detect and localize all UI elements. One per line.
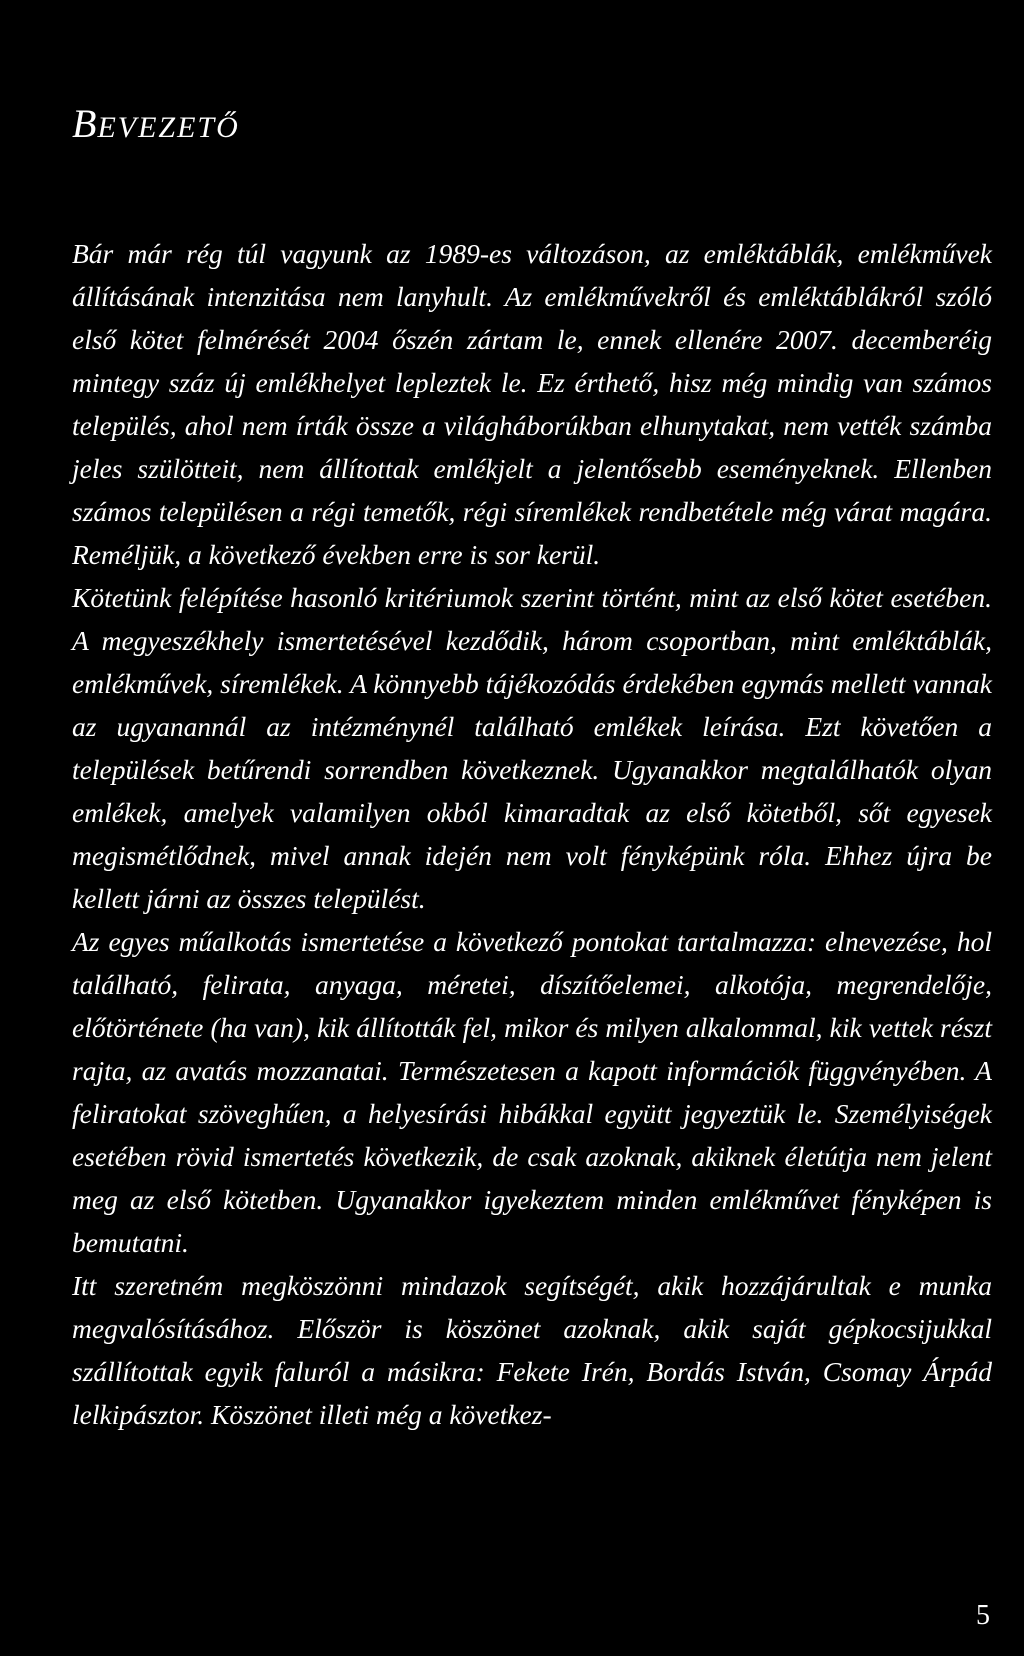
page-number: 5 bbox=[976, 1600, 990, 1631]
heading-rest: EVEZETŐ bbox=[97, 111, 240, 144]
heading-initial: B bbox=[72, 101, 98, 146]
paragraph-2: Kötetünk felépítése hasonló kritériumok szerint történt, mint az első kötet esetében. A megyeszékhely ismertetésével kezdődik, három csoportban, mint emléktáblák, emlékművek, síremlékek. A könnyebb tájékozódás érdekében egymás mellett vannak az ugyanannál az intézménynél található emlékek leírása. Ezt követően a települések betűrendi sorrendben következnek. Ugyanakkor megtalálhatók olyan emlékek, amelyek valamilyen okból kimaradtak az első kötetből, sőt egyesek megismétlődnek, mivel annak idején nem volt fényképünk róla. Ehhez újra be kellett járni az összes települést. bbox=[72, 582, 992, 914]
body-text bbox=[72, 232, 992, 1436]
paragraph-4: Itt szeretném megköszönni mindazok segítségét, akik hozzájárultak e munka megvalósításához. Először is köszönet azoknak, akik saját gépkocsijukkal szállítottak egyik faluról a másikra: Fekete Irén, Bordás István, Csomay Árpád lelkipásztor. Köszönet illeti még a következ- bbox=[72, 1270, 992, 1430]
paragraph-1: Bár már rég túl vagyunk az 1989-es változáson, az emléktáblák, emlékművek állításának intenzitása nem lanyhult. Az emlékművekről és emléktáblákról szóló első kötet felmérését 2004 őszén zártam le, ennek ellenére 2007. decemberéig mintegy száz új emlékhelyet lepleztek le. Ez érthető, hisz még mindig van számos település, ahol nem írták össze a világháborúkban elhunytakat, nem vették számba jeles szülötteit, nem állítottak emlékjelt a jelentősebb eseményeknek. Ellenben számos településen a régi temetők, régi síremlékek rendbetétele még várat magára. Reméljük, a következő években erre is sor kerül. bbox=[72, 238, 992, 570]
paragraph-3: Az egyes műalkotás ismertetése a következő pontokat tartalmazza: elnevezése, hol található, felirata, anyaga, méretei, díszítőelemei, alkotója, megrendelője, előtörténete (ha van), kik állították fel, mikor és milyen alkalommal, kik vettek részt rajta, az avatás mozzanatai. Természetesen a kapott információk függvényében. A feliratokat szöveghűen, a helyesírási hibákkal együtt jegyeztük le. Személyiségek esetében rövid ismertetés következik, de csak azoknak, akiknek életútja nem jelent meg az első kötetben. Ugyanakkor igyekeztem minden emlékművet fényképen is bemutatni. bbox=[72, 926, 992, 1258]
chapter-heading bbox=[72, 100, 240, 147]
